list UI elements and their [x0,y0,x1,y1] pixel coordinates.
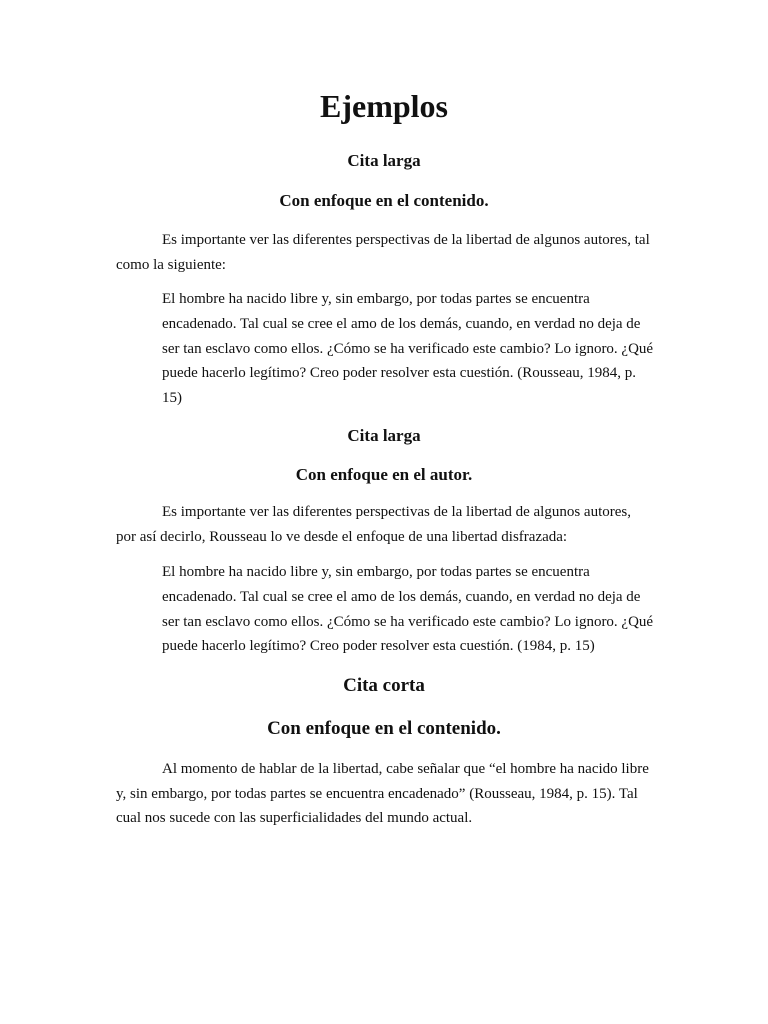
section3-subheading: Con enfoque en el contenido. [267,718,501,739]
section1-subheading: Con enfoque en el contenido. [279,191,489,210]
section3-body-paragraph: Al momento de hablar de la libertad, cabe señalar que “el hombre ha nacido libre y, sin embargo, por todas partes se encuentra encadenado” (Rousseau, 1984, p. 15). Tal cual nos sucede con las superficialidades del mundo actual. [116,761,649,826]
section2-heading: Cita larga [347,426,421,445]
section1-block-quote: El hombre ha nacido libre y, sin embargo, por todas partes se encuentra encadenado. Tal cual se cree el amo de los demás, cuando, en verdad no deja de ser tan esclavo como ellos. ¿Cómo se ha verificado este cambio? Lo ignoro. ¿Qué puede hacerlo legítimo? Creo poder resolver esta cuestión. (Rousseau, 1984, p. 15) [162,291,654,407]
section2-subheading: Con enfoque en el autor. [295,465,473,484]
section3-heading: Cita corta [343,675,425,696]
page-title: Ejemplos [320,88,448,124]
section2-intro-paragraph: Es importante ver las diferentes perspectivas de la libertad de algunos autores, por así decirlo, Rousseau lo ve desde el enfoque de una libertad disfrazada: [116,504,631,545]
section2-block-quote: El hombre ha nacido libre y, sin embargo, por todas partes se encuentra encadenado. Tal cual se cree el amo de los demás, cuando, en verdad no deja de ser tan esclavo como ellos. ¿Cómo se ha verificado este cambio? Lo ignoro. ¿Qué puede hacerlo legítimo? Creo poder resolver esta cuestión. (1984, p. 15) [162,564,654,655]
section1-intro-paragraph: Es importante ver las diferentes perspectivas de la libertad de algunos autores, tal como la siguiente: [116,232,650,273]
section1-heading: Cita larga [347,151,421,170]
